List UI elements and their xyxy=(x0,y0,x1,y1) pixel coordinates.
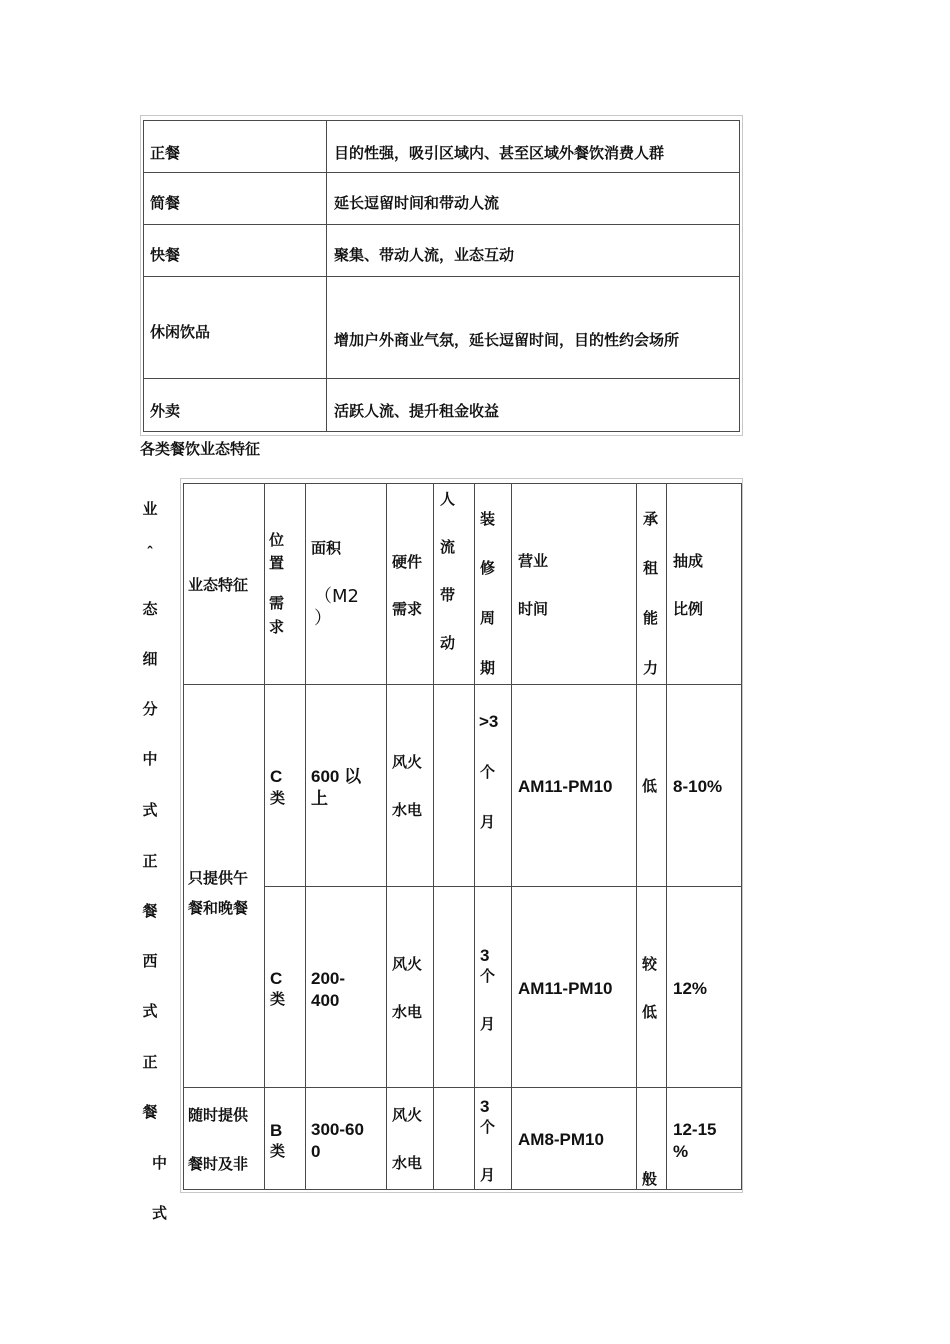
category-name: 快餐 xyxy=(150,246,181,264)
cell-hardware: 风火 水电 xyxy=(386,684,434,887)
cell-traffic xyxy=(433,684,475,887)
cell-commission: 12-15 % xyxy=(666,1087,742,1190)
cell-hours: AM11-PM10 xyxy=(511,684,637,887)
side-char: 餐 xyxy=(142,1103,158,1121)
side-char: 细 xyxy=(142,650,158,668)
side-char: ˆ xyxy=(146,544,154,562)
cell-renovation: >3 个 月 xyxy=(474,684,512,887)
table-row xyxy=(143,378,740,432)
table-caption: 各类餐饮业态特征 xyxy=(140,440,261,458)
cell-hours: AM11-PM10 xyxy=(511,886,637,1088)
category-desc: 目的性强，吸引区域内、甚至区域外餐饮消费人群 xyxy=(334,144,665,162)
side-char: 式 xyxy=(142,1002,158,1020)
category-table xyxy=(140,115,743,436)
category-desc: 聚集、带动人流，业态互动 xyxy=(334,246,515,264)
side-char: 正 xyxy=(142,852,158,870)
side-char: 正 xyxy=(142,1053,158,1071)
cell-commission: 8-10% xyxy=(666,684,742,887)
cell-hours: AM8-PM10 xyxy=(511,1087,637,1190)
category-name: 外卖 xyxy=(150,402,181,420)
side-char: 业 xyxy=(142,500,158,518)
cell-traffic xyxy=(433,886,475,1088)
side-char: 分 xyxy=(142,700,158,718)
header-commission: 抽成 比例 xyxy=(666,483,742,685)
cell-renovation: 3 个 月 xyxy=(474,1087,512,1190)
cell-location: C 类 xyxy=(264,684,306,887)
category-name: 简餐 xyxy=(150,194,181,212)
cell-hardware: 风火 水电 xyxy=(386,1087,434,1190)
header-hardware: 硬件 需求 xyxy=(386,483,434,685)
group-label: 只提供午 餐和晚餐 xyxy=(183,684,265,1088)
group-label: 随时提供 餐时及非 xyxy=(183,1087,265,1190)
table-row xyxy=(143,172,740,224)
category-name: 休闲饮品 xyxy=(150,323,211,341)
side-char: 餐 xyxy=(142,902,158,920)
side-char: 中 xyxy=(142,750,158,768)
table-row xyxy=(143,224,740,276)
side-char: 式 xyxy=(142,801,158,819)
subcategory-table xyxy=(180,478,743,1193)
header-rent: 承 租 能 力 xyxy=(636,483,667,685)
side-char: 态 xyxy=(142,600,158,618)
side-char: 西 xyxy=(142,952,158,970)
cell-rent: 般 xyxy=(636,1087,667,1190)
cell-area: 600 以 上 xyxy=(305,684,387,887)
cell-rent: 低 xyxy=(636,684,667,887)
table-row xyxy=(143,120,740,172)
header-location: 位 置 需 求 xyxy=(264,483,306,685)
side-char: 式 xyxy=(152,1204,168,1222)
header-hours: 营业 时间 xyxy=(511,483,637,685)
header-area: 面积 （M2 ） xyxy=(305,483,387,685)
header-feature: 业态特征 xyxy=(183,483,265,685)
side-category-column xyxy=(138,498,168,1228)
header-traffic: 人 流 带 动 xyxy=(433,483,475,685)
cell-renovation: 3 个 月 xyxy=(474,886,512,1088)
category-name: 正餐 xyxy=(150,144,181,162)
table-row xyxy=(143,276,740,378)
cell-area: 200- 400 xyxy=(305,886,387,1088)
cell-traffic xyxy=(433,1087,475,1190)
side-char: 中 xyxy=(152,1154,168,1172)
cell-rent: 较 低 xyxy=(636,886,667,1088)
category-desc: 增加户外商业气氛，延长逗留时间，目的性约会场所 xyxy=(334,331,680,349)
category-desc: 延长逗留时间和带动人流 xyxy=(334,194,500,212)
cell-location: C 类 xyxy=(264,886,306,1088)
category-desc: 活跃人流、提升租金收益 xyxy=(334,402,500,420)
cell-hardware: 风火 水电 xyxy=(386,886,434,1088)
cell-area: 300-60 0 xyxy=(305,1087,387,1190)
header-renovation: 装 修 周 期 xyxy=(474,483,512,685)
cell-commission: 12% xyxy=(666,886,742,1088)
cell-location: B 类 xyxy=(264,1087,306,1190)
